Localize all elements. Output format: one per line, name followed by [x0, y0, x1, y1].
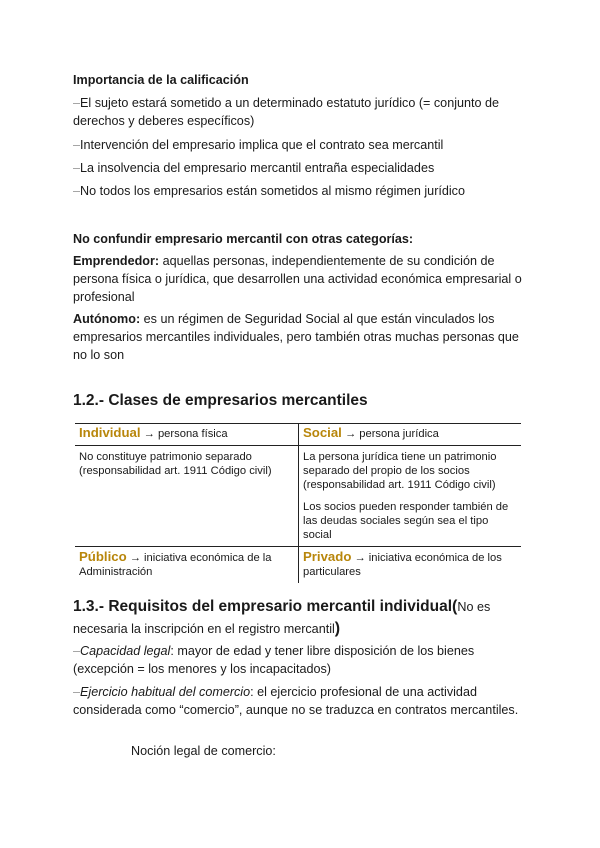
- importancia-heading: Importancia de la calificación: [73, 73, 249, 87]
- clases-table: [75, 423, 521, 583]
- confundir-heading: No confundir empresario mercantil con otras categorías:: [73, 232, 414, 246]
- list-item: –Intervención del empresario implica que el contrato sea mercantil: [73, 138, 444, 152]
- social-cell: Social → persona jurídica: [299, 424, 522, 446]
- arrow-right-icon: →: [129, 552, 141, 564]
- list-item: –No todos los empresarios están sometidos al mismo régimen jurídico: [73, 184, 465, 198]
- social-note-2: Los socios pueden responder también de las deudas sociales según sea el tipo social: [299, 496, 522, 547]
- nocion-label: Noción legal de comercio:: [131, 744, 276, 758]
- list-item: –La insolvencia del empresario mercantil entraña especialidades: [73, 161, 435, 175]
- publico-cell: Público → iniciativa económica de la Administración: [75, 547, 299, 584]
- requisitos-heading: 1.3.- Requisitos del empresario mercantil individual(No es necesaria la inscripción en el registro mercantil): [73, 598, 491, 637]
- ejercicio-item: –Ejercicio habitual del comercio: el ejercicio profesional de una actividad considerada como “comercio”, aunque no se traduzca en contratos mercantiles.: [73, 685, 519, 717]
- emprendedor-definition: Emprendedor: aquellas personas, independientemente de su condición de persona física o jurídica, que desarrollen una actividad económica empresarial o profesional: [73, 254, 522, 304]
- privado-cell: Privado → iniciativa económica de los particulares: [299, 547, 522, 584]
- capacidad-item: –Capacidad legal: mayor de edad y tener libre disposición de los bienes (excepción = los menores y los incapacitados): [73, 644, 475, 676]
- list-item: –El sujeto estará sometido a un determinado estatuto jurídico (= conjunto de derechos y deberes específicos): [73, 96, 500, 128]
- arrow-right-icon: →: [344, 428, 357, 440]
- autonomo-definition: Autónomo: es un régimen de Seguridad Social al que están vinculados los empresarios mercantiles individuales, pero también otras muchas personas que no lo son: [73, 312, 519, 362]
- clases-heading: 1.2.- Clases de empresarios mercantiles: [73, 392, 368, 409]
- individual-note: No constituye patrimonio separado (responsabilidad art. 1911 Código civil): [75, 446, 299, 547]
- arrow-right-icon: →: [354, 552, 366, 564]
- social-note-1: La persona jurídica tiene un patrimonio separado del propio de los socios (responsabilidad art. 1911 Código civil): [299, 446, 522, 497]
- arrow-right-icon: →: [143, 428, 155, 440]
- individual-cell: Individual → persona física: [75, 424, 299, 446]
